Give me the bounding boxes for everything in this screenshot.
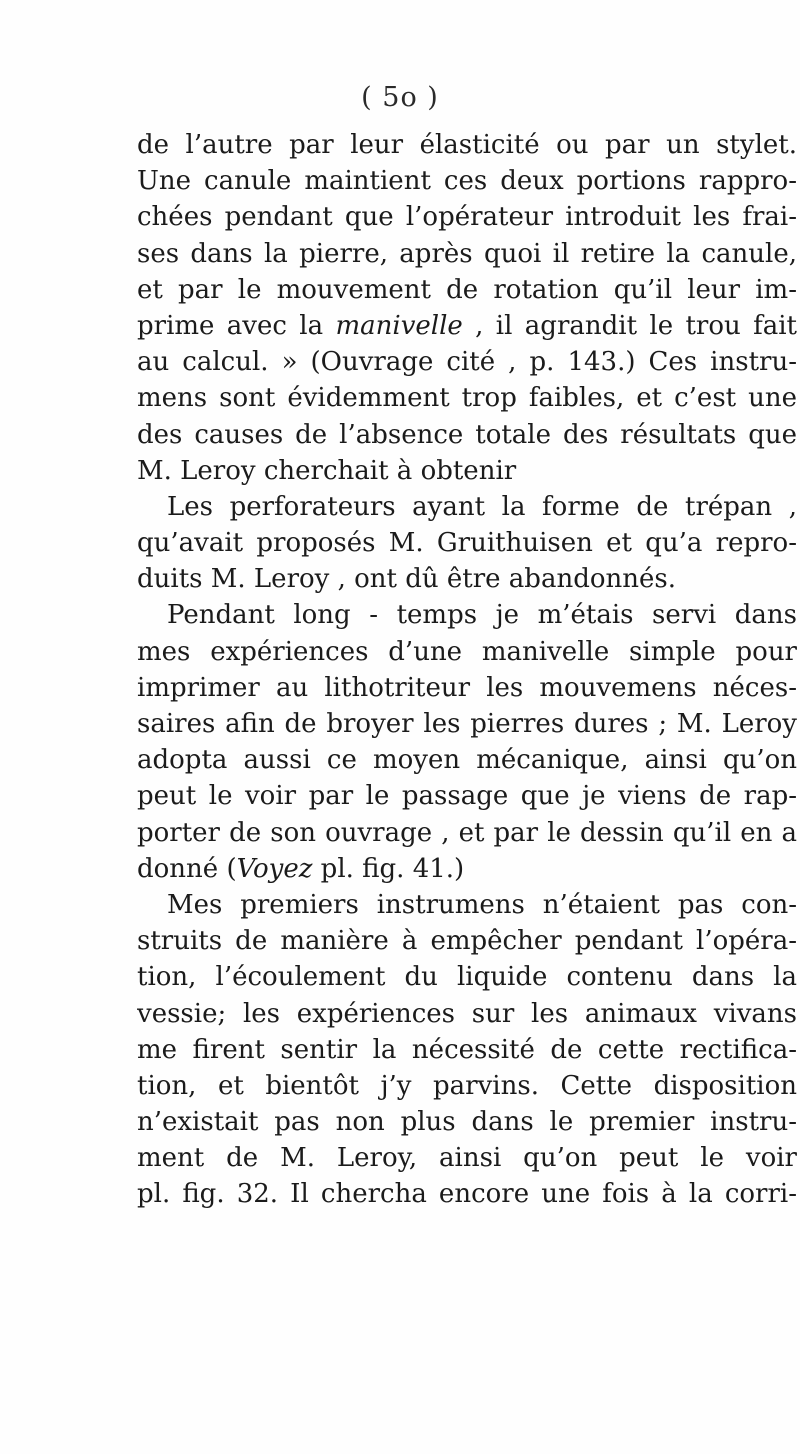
text-line	[137, 308, 797, 344]
text-line: pl. fig. 32. Il chercha encore une fois à la corri-	[137, 1179, 797, 1210]
text-line: Mes premiers instrumens n’étaient pas con-	[167, 889, 797, 920]
text-line: de l’autre par leur élasticité ou par un stylet.	[137, 130, 797, 160]
text-segment: prime avec la	[137, 310, 336, 341]
text-line: vessie; les expériences sur les animaux vivans	[137, 998, 797, 1029]
text-line: Pendant long - temps je m’étais servi dans	[167, 600, 797, 631]
text-line: mes expériences d’une manivelle simple pour	[137, 636, 797, 667]
text-line: porter de son ouvrage , et par le dessin qu’il en a	[137, 817, 797, 848]
italic-text: Voyez	[236, 853, 313, 884]
text-segment: donné (	[137, 853, 237, 884]
text-line: des causes de l’absence totale des résultats que	[137, 419, 797, 450]
text-line: qu’avait proposés M. Gruithuisen et qu’a repro-	[137, 528, 797, 559]
text-segment: pl. fig. 41.)	[312, 853, 465, 884]
body-text	[137, 127, 797, 1213]
text-line: et par le mouvement de rotation qu’il leur im-	[137, 274, 797, 305]
text-line	[137, 851, 797, 887]
text-line: saires afin de broyer les pierres dures ; M. Leroy	[137, 709, 797, 739]
text-line: struits de manière à empêcher pendant l’opéra-	[137, 926, 797, 957]
text-line: ses dans la pierre, après quoi il retire la canule,	[137, 238, 797, 269]
text-line: ment de M. Leroy, ainsi qu’on peut le voir	[137, 1143, 797, 1174]
text-line: peut le voir par le passage que je viens de rap-	[137, 781, 797, 812]
text-line: Une canule maintient ces deux portions rappro-	[137, 166, 797, 197]
text-line: mens sont évidemment trop faibles, et c’est une	[137, 383, 797, 414]
text-line: chées pendant que l’opérateur introduit les frai-	[137, 202, 797, 233]
page-number: ( 5o )	[361, 82, 439, 113]
text-line: tion, et bientôt j’y parvins. Cette disposition	[137, 1070, 797, 1101]
text-line: duits M. Leroy , ont dû être abandonnés.	[137, 564, 676, 595]
text-line: me firent sentir la nécessité de cette rectifica-	[137, 1034, 797, 1065]
text-line: M. Leroy cherchait à obtenir	[137, 455, 517, 486]
text-line: imprimer au lithotriteur les mouvemens néces-	[137, 672, 797, 703]
text-segment: , il agrandit le trou fait	[462, 310, 797, 341]
text-line: n’existait pas non plus dans le premier instru-	[137, 1107, 797, 1138]
italic-text: manivelle	[335, 310, 463, 341]
text-line: au calcul. » (Ouvrage cité , p. 143.) Ces instru-	[137, 347, 797, 378]
text-line: Les perforateurs ayant la forme de trépan ,	[167, 491, 797, 522]
text-line: adopta aussi ce moyen mécanique, ainsi qu’on	[137, 745, 797, 776]
text-line: tion, l’écoulement du liquide contenu dans la	[137, 962, 797, 993]
